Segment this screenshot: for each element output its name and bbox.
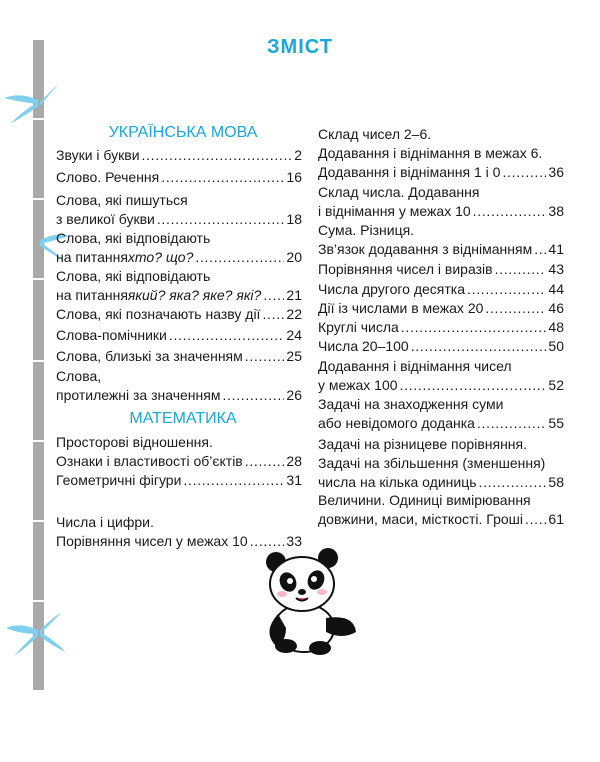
toc-entry <box>318 184 564 222</box>
toc-entry-text: Склад числа. Додавання <box>318 184 480 200</box>
dot-leader <box>534 241 546 258</box>
toc-entry <box>318 319 564 338</box>
toc-entry-text: довжини, маси, місткості. Гроші <box>318 511 523 527</box>
toc-entry-text: Слова-помічники <box>56 327 167 343</box>
dot-leader <box>477 415 546 432</box>
dot-leader <box>169 327 285 344</box>
toc-entry-text: Числа 20–100 <box>318 338 409 354</box>
toc-entry-text: Додавання і віднімання в межах 6. <box>318 145 543 161</box>
toc-entry-text: Задачі на знаходження суми <box>318 396 504 412</box>
toc-page-number: 55 <box>548 415 564 431</box>
toc-page-number: 2 <box>294 147 302 163</box>
panda-illustration <box>256 548 366 658</box>
toc-entry-italic: хто? що? <box>127 249 194 265</box>
toc-entry-text: Слова, близькі за значенням <box>56 348 243 364</box>
toc-entry <box>56 434 302 472</box>
dot-leader <box>400 377 547 394</box>
toc-page-number: 16 <box>286 169 302 185</box>
toc-page-number: 44 <box>548 281 564 297</box>
toc-entry-text: Порівняння чисел і виразів <box>318 261 493 277</box>
toc-entry-text: Слова, які позначають назву дії <box>56 306 261 322</box>
toc-entry <box>318 281 564 300</box>
toc-entry <box>56 230 302 268</box>
toc-entry <box>318 222 564 260</box>
dot-leader <box>485 300 546 317</box>
dot-leader <box>502 164 546 181</box>
toc-entry-text: Звуки і букви <box>56 147 140 163</box>
toc-page-number: 36 <box>548 164 564 180</box>
toc-entry <box>318 126 564 183</box>
dot-leader <box>183 472 284 489</box>
toc-page-number: 33 <box>286 533 302 549</box>
page-title: ЗМІСТ <box>267 36 333 58</box>
toc-entry <box>56 348 302 367</box>
toc-entry-text: Задачі на різницеве порівняння. <box>318 436 528 452</box>
toc-entry-text: у межах 100 <box>318 377 398 393</box>
dot-leader <box>263 287 284 304</box>
dot-leader <box>401 319 547 336</box>
toc-entry <box>56 327 302 346</box>
toc-entry-text: Додавання і віднімання чисел <box>318 358 512 374</box>
toc-entry-text: Задачі на збільшення (зменшення) <box>318 455 546 471</box>
toc-entry-text: або невідомого доданка <box>318 415 475 431</box>
toc-entry-text: Додавання і віднімання 1 і 0 <box>318 164 501 180</box>
toc-entry <box>56 169 302 188</box>
dot-leader <box>142 147 293 164</box>
dot-leader <box>479 474 547 491</box>
toc-entry <box>318 300 564 319</box>
toc-entry <box>56 306 302 325</box>
toc-page-number: 26 <box>286 387 302 403</box>
toc-entry-text: Склад чисел 2–6. <box>318 126 432 142</box>
toc-entry-text: числа на кілька одиниць <box>318 474 477 490</box>
dot-leader <box>495 261 547 278</box>
toc-entry <box>56 472 302 491</box>
toc-entry <box>56 514 302 552</box>
toc-entry <box>318 338 564 357</box>
toc-page-number: 48 <box>548 319 564 335</box>
section-title-ukrainian: УКРАЇНСЬКА МОВА <box>108 124 258 141</box>
toc-entry <box>318 261 564 280</box>
section-title-math: МАТЕМАТИКА <box>129 410 237 427</box>
toc-entry-text: Сума. Різниця. <box>318 222 415 238</box>
toc-entry-text: Зв’язок додавання з відніманням <box>318 241 533 257</box>
toc-page-number: 20 <box>286 249 302 265</box>
toc-entry-text: Дії із числами в межах 20 <box>318 300 484 316</box>
toc-entry-text: Слова, які пишуться <box>56 192 188 208</box>
toc-page-number: 61 <box>548 511 564 527</box>
toc-page-number: 21 <box>286 287 302 303</box>
toc-page-number: 58 <box>548 474 564 490</box>
toc-page-number: 18 <box>286 211 302 227</box>
toc-page-number: 24 <box>286 327 302 343</box>
toc-page-number: 28 <box>286 453 302 469</box>
toc-entry-text: Величини. Одиниці вимірювання <box>318 492 531 508</box>
toc-page-number: 52 <box>548 377 564 393</box>
dot-leader <box>157 211 285 228</box>
toc-entry-text: Круглі числа <box>318 319 399 335</box>
toc-page-number: 38 <box>548 203 564 219</box>
dot-leader <box>161 169 284 186</box>
toc-entry-text: Слова, які відповідають <box>56 230 211 246</box>
toc-entry-text: Числа і цифри. <box>56 514 154 530</box>
toc-page-number: 50 <box>548 338 564 354</box>
toc-entry-text: Ознаки і властивості об’єктів <box>56 453 243 469</box>
toc-page-number: 22 <box>286 306 302 322</box>
toc-entry-text: на питання <box>56 249 128 265</box>
toc-entry-text: Числа другого десятка <box>318 281 466 297</box>
dot-leader <box>262 306 284 323</box>
dot-leader <box>245 453 285 470</box>
toc-entry <box>56 147 302 166</box>
toc-page-number: 31 <box>286 472 302 488</box>
toc-entry-text: Слово. Речення <box>56 169 160 185</box>
toc-page-number: 46 <box>548 300 564 316</box>
toc-page-number: 41 <box>548 241 564 257</box>
toc-entry <box>318 436 564 493</box>
dot-leader <box>222 387 284 404</box>
dot-leader <box>525 511 546 528</box>
toc-entry-italic: який? яка? яке? які? <box>127 287 262 303</box>
toc-entry <box>318 358 564 396</box>
toc-entry-text: Геометричні фігури <box>56 472 182 488</box>
dot-leader <box>245 348 285 365</box>
toc-entry <box>318 492 564 530</box>
toc-page-number: 43 <box>548 261 564 277</box>
toc-entry-text: Порівняння чисел у межах 10 <box>56 533 248 549</box>
toc-entry-text: Слова, <box>56 368 102 384</box>
toc-entry <box>56 368 302 406</box>
dot-leader <box>411 338 547 355</box>
dot-leader <box>467 281 546 298</box>
toc-entry-text: і віднімання у межах 10 <box>318 203 471 219</box>
dot-leader <box>195 249 284 266</box>
toc-entry-text: з великої букви <box>56 211 155 227</box>
toc-entry-text: на питання <box>56 287 128 303</box>
toc-entry-text: протилежні за значенням <box>56 387 221 403</box>
toc-entry <box>56 268 302 306</box>
toc-entry-text: Слова, які відповідають <box>56 268 211 284</box>
toc-entry <box>318 396 564 434</box>
dot-leader <box>473 203 547 220</box>
toc-entry <box>56 192 302 230</box>
toc-page-number: 25 <box>286 348 302 364</box>
toc-entry-text: Просторові відношення. <box>56 434 213 450</box>
